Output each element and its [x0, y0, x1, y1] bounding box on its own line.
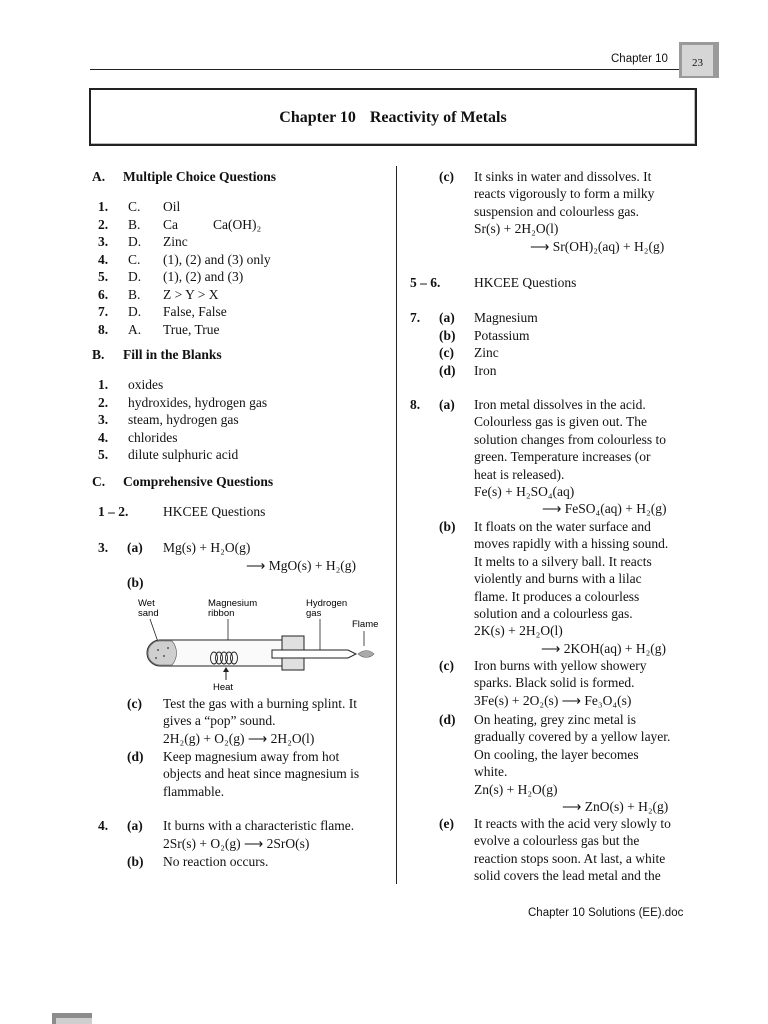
- mcq-number: 4.: [98, 251, 109, 267]
- q4c-line-4: Sr(s) + 2H₂O(l): [474, 221, 559, 236]
- label-heat: Heat: [213, 682, 234, 693]
- label-hydrogen-gas: Hydrogen: [306, 598, 348, 609]
- q3b-label: (b): [127, 575, 144, 590]
- mcq-number: 2.: [98, 216, 109, 232]
- page-number: 23: [682, 45, 713, 76]
- fill-blank-answer: hydroxides, hydrogen gas: [128, 394, 268, 410]
- fill-blank-number: 2.: [98, 394, 109, 410]
- q7-item-label: (d): [439, 362, 456, 378]
- svg-text:sand: sand: [138, 608, 159, 619]
- mcq-number: 3.: [98, 234, 109, 249]
- mcq-answer: Zinc: [163, 234, 188, 249]
- q3d-line-1: Keep magnesium away from hot: [163, 749, 340, 764]
- q3-number: 3.: [98, 540, 109, 555]
- q7-number: 7.: [410, 310, 421, 325]
- fill-blank-answer: steam, hydrogen gas: [128, 412, 239, 427]
- q8c-label: (c): [439, 658, 454, 673]
- q4b-line: No reaction occurs.: [163, 854, 269, 869]
- q3a-eq2: ⟶ MgO(s) + H₂(g): [246, 558, 357, 573]
- q3d-label: (d): [127, 749, 144, 764]
- q8d-line: white.: [474, 764, 508, 780]
- mcq-letter: C.: [128, 251, 141, 267]
- mcq-letter: D.: [128, 304, 142, 319]
- header-rule: [90, 69, 680, 70]
- mcq-letter: A.: [128, 321, 142, 337]
- q8b-line: moves rapidly with a hissing sound.: [474, 536, 669, 552]
- q4-number: 4.: [98, 818, 109, 833]
- footer-filename: Chapter 10 Solutions (EE).doc: [528, 907, 684, 919]
- page-number-tab: [679, 42, 719, 78]
- q5-6-text: HKCEE Questions: [474, 275, 577, 290]
- label-magnesium-ribbon: Magnesium: [208, 598, 258, 609]
- q4a-label: (a): [127, 818, 143, 833]
- q7-item-label: (b): [439, 327, 456, 343]
- column-divider: [396, 166, 397, 884]
- mcq-number: 8.: [98, 321, 109, 337]
- q8b-label: (b): [439, 519, 456, 534]
- q8a-line: heat is released).: [474, 466, 565, 482]
- section-c-label: C.: [92, 474, 106, 489]
- q8a-label: (a): [439, 397, 455, 412]
- q7-item-text: Magnesium: [474, 310, 538, 325]
- svg-text:ribbon: ribbon: [208, 608, 235, 619]
- mcq-answer: False, False: [163, 304, 227, 319]
- heat-arrow: [223, 667, 229, 672]
- q4c-line-1: It sinks in water and dissolves. It: [474, 169, 652, 184]
- title-name: Reactivity of Metals: [369, 109, 507, 126]
- mcq-answer-extra: Ca(OH)₂: [213, 216, 262, 232]
- mcq-letter: D.: [128, 234, 142, 249]
- mcq-number: 5.: [98, 269, 109, 284]
- section-b-label: B.: [92, 347, 105, 362]
- running-header-chapter: Chapter 10: [611, 53, 668, 65]
- title-chapter: Chapter 10: [279, 109, 356, 126]
- fill-blank-number: 3.: [98, 412, 109, 427]
- mcq-answer: Z > Y > X: [163, 286, 219, 302]
- q4c-eq2: ⟶ Sr(OH)₂(aq) + H₂(g): [530, 239, 665, 254]
- mcq-answer: (1), (2) and (3) only: [163, 251, 271, 267]
- flame-shape: [358, 651, 374, 658]
- q8a-eq2: ⟶ FeSO₄(aq) + H₂(g): [542, 501, 667, 516]
- q7-item-text: Zinc: [474, 345, 499, 360]
- mcq-number: 6.: [98, 286, 109, 302]
- mcq-letter: B.: [128, 216, 141, 232]
- q8a-line: solution changes from colourless to: [474, 431, 666, 447]
- delivery-tube: [272, 650, 356, 658]
- fill-blank-answer: dilute sulphuric acid: [128, 447, 239, 462]
- q8b-line: It floats on the water surface and: [474, 519, 651, 534]
- q8-number: 8.: [410, 397, 421, 412]
- q3d-line-2: objects and heat since magnesium is: [163, 766, 360, 781]
- q4a-equation: 2Sr(s) + O₂(g) ⟶ 2SrO(s): [163, 836, 310, 851]
- q5-6-number: 5 – 6.: [410, 275, 441, 290]
- q8b-line: solution and a colourless gas.: [474, 606, 633, 621]
- mcq-answer: Oil: [163, 199, 181, 214]
- mcq-answer: Ca: [163, 216, 178, 232]
- label-wet-sand: Wet: [138, 598, 155, 609]
- q8a-line: Fe(s) + H₂SO₄(aq): [474, 484, 575, 499]
- mcq-letter: C.: [128, 199, 141, 214]
- q8b-line: 2K(s) + 2H₂O(l): [474, 623, 563, 639]
- q8e-line: It reacts with the acid very slowly to: [474, 816, 671, 831]
- fill-blank-number: 5.: [98, 447, 109, 462]
- hydrogen-apparatus-diagram: [132, 592, 392, 694]
- q8d-line: On cooling, the layer becomes: [474, 746, 639, 762]
- fill-blank-number: 4.: [98, 429, 109, 445]
- fill-blank-answer: chlorides: [128, 429, 178, 445]
- q8a-line: Iron metal dissolves in the acid.: [474, 397, 646, 412]
- q8d-label: (d): [439, 712, 456, 727]
- q1-2-number: 1 – 2.: [98, 504, 129, 519]
- q8c-line: sparks. Black solid is formed.: [474, 675, 635, 691]
- mcq-letter: B.: [128, 286, 141, 302]
- q4c-line-2: reacts vigorously to form a milky: [474, 186, 655, 201]
- mcq-answer: (1), (2) and (3): [163, 269, 244, 284]
- section-a-heading: Multiple Choice Questions: [123, 169, 277, 184]
- q3a-eq1: Mg(s) + H₂O(g): [163, 540, 251, 555]
- q3c-equation: 2H₂(g) + O₂(g) ⟶ 2H₂O(l): [163, 731, 315, 746]
- fill-blank-number: 1.: [98, 377, 109, 392]
- q8d-line: gradually covered by a yellow layer.: [474, 729, 671, 745]
- q8c-line: Iron burns with yellow showery: [474, 658, 647, 673]
- q8c-line: 3Fe(s) + 2O₂(s) ⟶ Fe₃O₄(s): [474, 692, 632, 708]
- wet-sand: [148, 641, 177, 665]
- q3d-line-3: flammable.: [163, 784, 225, 799]
- q8d-line: On heating, grey zinc metal is: [474, 712, 636, 727]
- q8b-line: violently and burns with a lilac: [474, 571, 642, 587]
- mcq-letter: D.: [128, 269, 142, 284]
- chapter-title-box: [89, 88, 697, 146]
- q3c-line-2: gives a “pop” sound.: [163, 713, 276, 728]
- q4b-label: (b): [127, 854, 144, 869]
- q3c-line-1: Test the gas with a burning splint. It: [163, 696, 358, 711]
- fill-blank-answer: oxides: [128, 377, 164, 392]
- q8e-line: evolve a colourless gas but the: [474, 833, 640, 849]
- q1-2-text: HKCEE Questions: [163, 504, 266, 519]
- q8e-line: solid covers the lead metal and the: [474, 868, 661, 884]
- mcq-number: 7.: [98, 304, 109, 319]
- mcq-number: 1.: [98, 199, 109, 214]
- svg-text:gas: gas: [306, 608, 322, 619]
- q8a-line: Colourless gas is given out. The: [474, 414, 647, 430]
- q3a-label: (a): [127, 540, 143, 555]
- q8e-label: (e): [439, 816, 454, 831]
- q8b-eq2: ⟶ 2KOH(aq) + H₂(g): [541, 641, 667, 656]
- q8b-line: It melts to a silvery ball. It reacts: [474, 553, 652, 569]
- mcq-answer: True, True: [163, 321, 220, 337]
- q7-item-label: (a): [439, 310, 455, 325]
- q8e-line: reaction stops soon. At last, a white: [474, 850, 666, 866]
- q8d-eq2: ⟶ ZnO(s) + H₂(g): [562, 799, 669, 814]
- section-b-heading: Fill in the Blanks: [123, 347, 222, 362]
- q8d-line: Zn(s) + H₂O(g): [474, 781, 558, 797]
- q8b-line: flame. It produces a colourless: [474, 588, 640, 604]
- q8a-line: green. Temperature increases (or: [474, 449, 651, 465]
- label-flame: Flame: [352, 619, 379, 630]
- q7-item-label: (c): [439, 345, 454, 360]
- q7-item-text: Potassium: [474, 327, 530, 343]
- q4c-line-3: suspension and colourless gas.: [474, 204, 639, 219]
- q4c-label: (c): [439, 169, 454, 184]
- q3c-label: (c): [127, 696, 142, 711]
- q4a-line: It burns with a characteristic flame.: [163, 818, 355, 833]
- section-c-heading: Comprehensive Questions: [123, 474, 274, 489]
- section-a-label: A.: [92, 169, 106, 184]
- q7-item-text: Iron: [474, 362, 497, 378]
